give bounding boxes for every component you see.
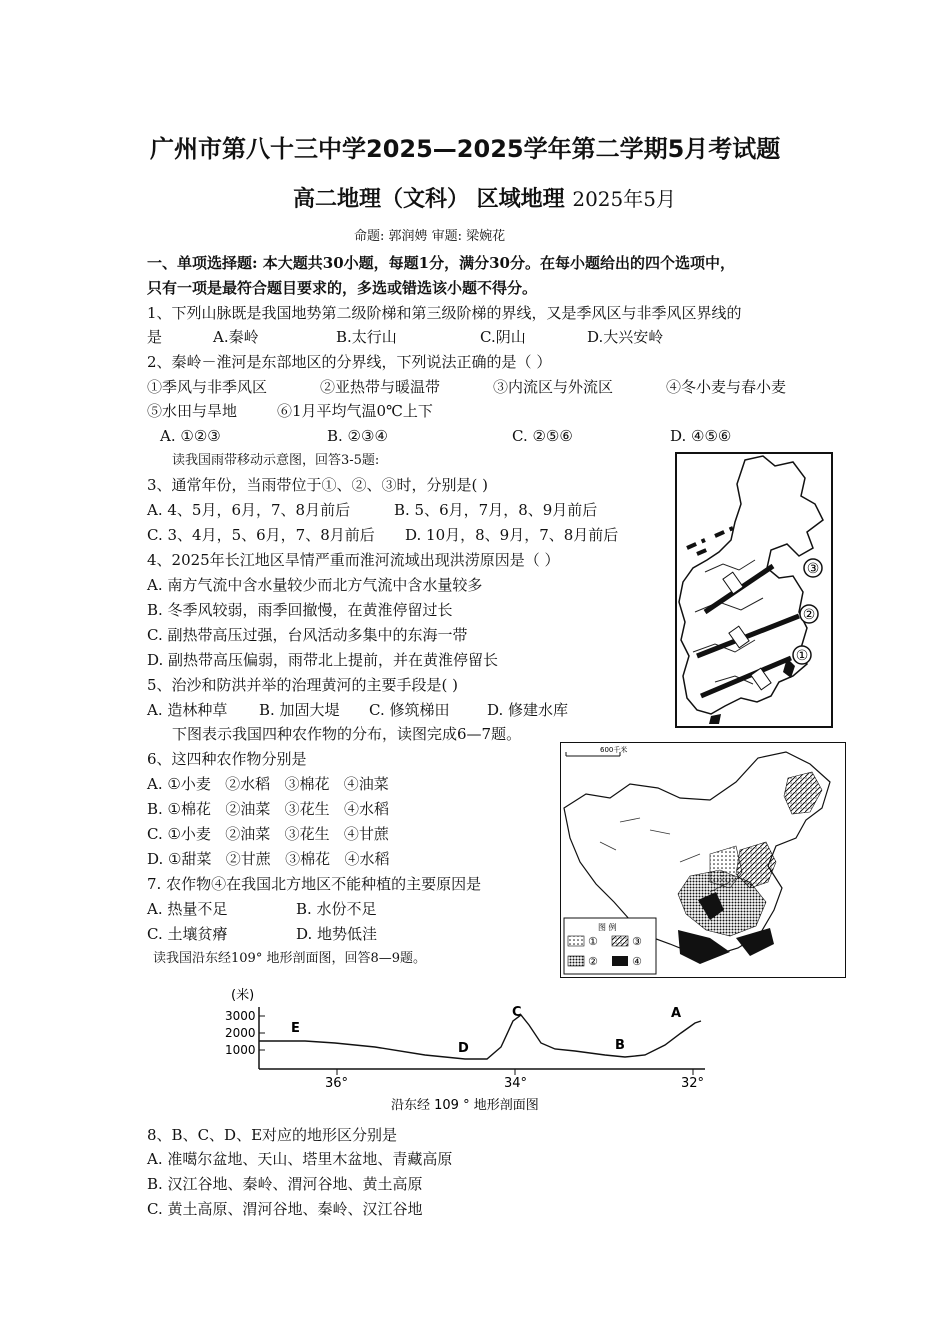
q2-item-6: ⑥1月平均气温0℃上下 [277,402,433,420]
q8-option-a: A. 准噶尔盆地、天山、塔里木盆地、青藏高原 [147,1150,453,1168]
q1-option-d: D.大兴安岭 [587,328,664,346]
q2-option-d: D. ④⑤⑥ [670,427,732,445]
profile-x-tick-32: 32° [681,1076,705,1091]
crop-legend-title: 图 例 [598,923,617,932]
section-heading-line2: 只有一项是最符合题目要求的，多选或错选该小题不得分。 [147,279,538,297]
terrain-profile [225,985,715,1115]
intro-q8-9: 读我国沿东经109° 地形剖面图，回答8—9题。 [153,951,426,966]
legend-label-3: ③ [632,935,642,948]
q5-option-b: B. 加固大堤 [259,701,340,719]
q1-stem-line2: 是 [147,328,163,346]
q3-option-c: C. 3、4月，5、6月，7、8月前后 [147,526,375,544]
q7-option-a: A. 热量不足 [147,900,228,918]
legend-swatch-2 [568,956,584,966]
q7-stem: 7. 农作物④在我国北方地区不能种植的主要原因是 [147,875,482,893]
q8-stem: 8、B、C、D、E对应的地形区分别是 [147,1126,398,1144]
q2-item-3: ③内流区与外流区 [493,378,614,396]
q4-option-a: A. 南方气流中含水量较少而北方气流中含水量较多 [147,576,483,594]
crop-distribution-map [560,742,846,978]
q3-stem: 3、通常年份，当雨带位于①、②、③时，分别是( ) [147,476,489,494]
q4-option-c: C. 副热带高压过强，台风活动多集中的东海一带 [147,626,468,644]
author-line: 命题: 郭润娉 审题: 梁婉花 [354,229,506,244]
profile-y-tick-1000: 1000 [225,1043,256,1057]
q3-option-a: A. 4、5月，6月，7、8月前后 [147,501,351,519]
q5-option-c: C. 修筑梯田 [369,701,450,719]
legend-label-2: ② [588,955,598,968]
q1-option-b: B.太行山 [336,328,397,346]
q6-c-4: ④甘蔗 [343,825,389,843]
intro-q3-5: 读我国雨带移动示意图，回答3-5题: [172,453,380,468]
q5-stem: 5、治沙和防洪并举的治理黄河的主要手段是( ) [147,676,459,694]
q6-b-4: ④水稻 [343,800,389,818]
q7-option-b: B. 水份不足 [296,900,377,918]
q6-d-3: ③棉花 [285,850,331,868]
q1-option-c: C.阴山 [480,328,526,346]
q2-item-2: ②亚热带与暖温带 [320,378,441,396]
q4-option-d: D. 副热带高压偏弱，雨带北上提前，并在黄淮停留长 [147,651,499,669]
q2-item-4: ④冬小麦与春小麦 [666,378,787,396]
q6-c-3: ③花生 [284,825,330,843]
q6-option-d [147,849,389,869]
subtitle-text: 高二地理（文科） 区域地理 [293,187,565,212]
q6-option-a [147,774,389,794]
q5-option-a: A. 造林种草 [147,701,228,719]
rain-label-3: ③ [806,561,820,577]
q7-option-d: D. 地势低洼 [296,925,378,943]
q7-option-c: C. 土壤贫瘠 [147,925,228,943]
q2-option-a: A. ①②③ [160,427,221,445]
q3-option-d: D. 10月，8、9月，7、8月前后 [405,526,619,544]
profile-point-a: A [671,1006,682,1021]
q8-option-b: B. 汉江谷地、秦岭、渭河谷地、黄土高原 [147,1175,423,1193]
profile-x-tick-36: 36° [325,1076,349,1091]
profile-point-b: B [615,1038,625,1053]
q6-a-2: ②水稻 [225,775,271,793]
q6-a-3: ③棉花 [284,775,330,793]
profile-line [259,1015,701,1059]
profile-caption: 沿东经 109 ° 地形剖面图 [391,1098,539,1113]
legend-swatch-4 [612,956,628,966]
q4-stem: 4、2025年长江地区旱情严重而淮河流域出现洪涝原因是（ ） [147,551,560,569]
q6-b-3: ③花生 [284,800,330,818]
legend-label-1: ① [588,935,598,948]
q5-option-d: D. 修建水库 [487,701,569,719]
q2-item-1: ①季风与非季风区 [147,378,268,396]
q6-option-c [147,824,389,844]
section-heading-line1: 一、单项选择题: 本大题共30小题，每题1分，满分30分。在每小题给出的四个选项中， [147,254,735,272]
profile-point-c: C [512,1005,522,1020]
q6-d-1: D. ①甜菜 [147,850,212,868]
q6-d-4: ④水稻 [344,850,390,868]
q6-c-2: ②油菜 [225,825,271,843]
q2-item-5: ⑤水田与旱地 [147,402,238,420]
legend-swatch-1 [568,936,584,946]
profile-y-tick-3000: 3000 [225,1009,256,1023]
q6-option-b [147,799,389,819]
profile-point-e: E [291,1021,300,1036]
q2-option-b: B. ②③④ [327,427,388,445]
profile-y-tick-2000: 2000 [225,1026,256,1040]
profile-unit: (米) [231,988,255,1003]
q1-stem-line1: 1、下列山脉既是我国地势第二级阶梯和第三级阶梯的界线，又是季风区与非季风区界线的 [147,304,742,322]
q6-d-2: ②甘蔗 [225,850,271,868]
q2-stem: 2、秦岭－淮河是东部地区的分界线，下列说法正确的是（ ） [147,353,552,371]
q6-b-2: ②油菜 [225,800,271,818]
rain-map-frame [676,453,832,727]
page-subtitle [293,185,676,214]
q3-option-b: B. 5、6月，7月，8、9月前后 [394,501,598,519]
q6-a-4: ④油菜 [343,775,389,793]
q6-b-1: B. ①棉花 [147,800,212,818]
scale-label: 600千米 [600,746,628,754]
q2-option-c: C. ②⑤⑥ [512,427,573,445]
q6-c-1: C. ①小麦 [147,825,211,843]
rain-belt-map [675,452,833,728]
intro-q6-7: 下图表示我国四种农作物的分布，读图完成6—7题。 [172,725,522,743]
legend-swatch-3 [612,936,628,946]
q4-option-b: B. 冬季风较弱，雨季回撤慢，在黄淮停留过长 [147,601,453,619]
q6-stem: 6、这四种农作物分别是 [147,750,307,768]
q1-option-a: A.秦岭 [213,328,259,346]
q6-a-1: A. ①小麦 [147,775,211,793]
legend-label-4: ④ [632,955,642,968]
exam-date: 2025年5月 [572,187,676,211]
page-title: 广州市第八十三中学2025—2025学年第二学期5月考试题 [150,135,781,163]
q8-option-c: C. 黄土高原、渭河谷地、秦岭、汉江谷地 [147,1200,423,1218]
rain-label-1: ① [795,648,809,664]
profile-point-d: D [458,1041,469,1056]
profile-x-tick-34: 34° [504,1076,528,1091]
rain-label-2: ② [802,607,816,623]
